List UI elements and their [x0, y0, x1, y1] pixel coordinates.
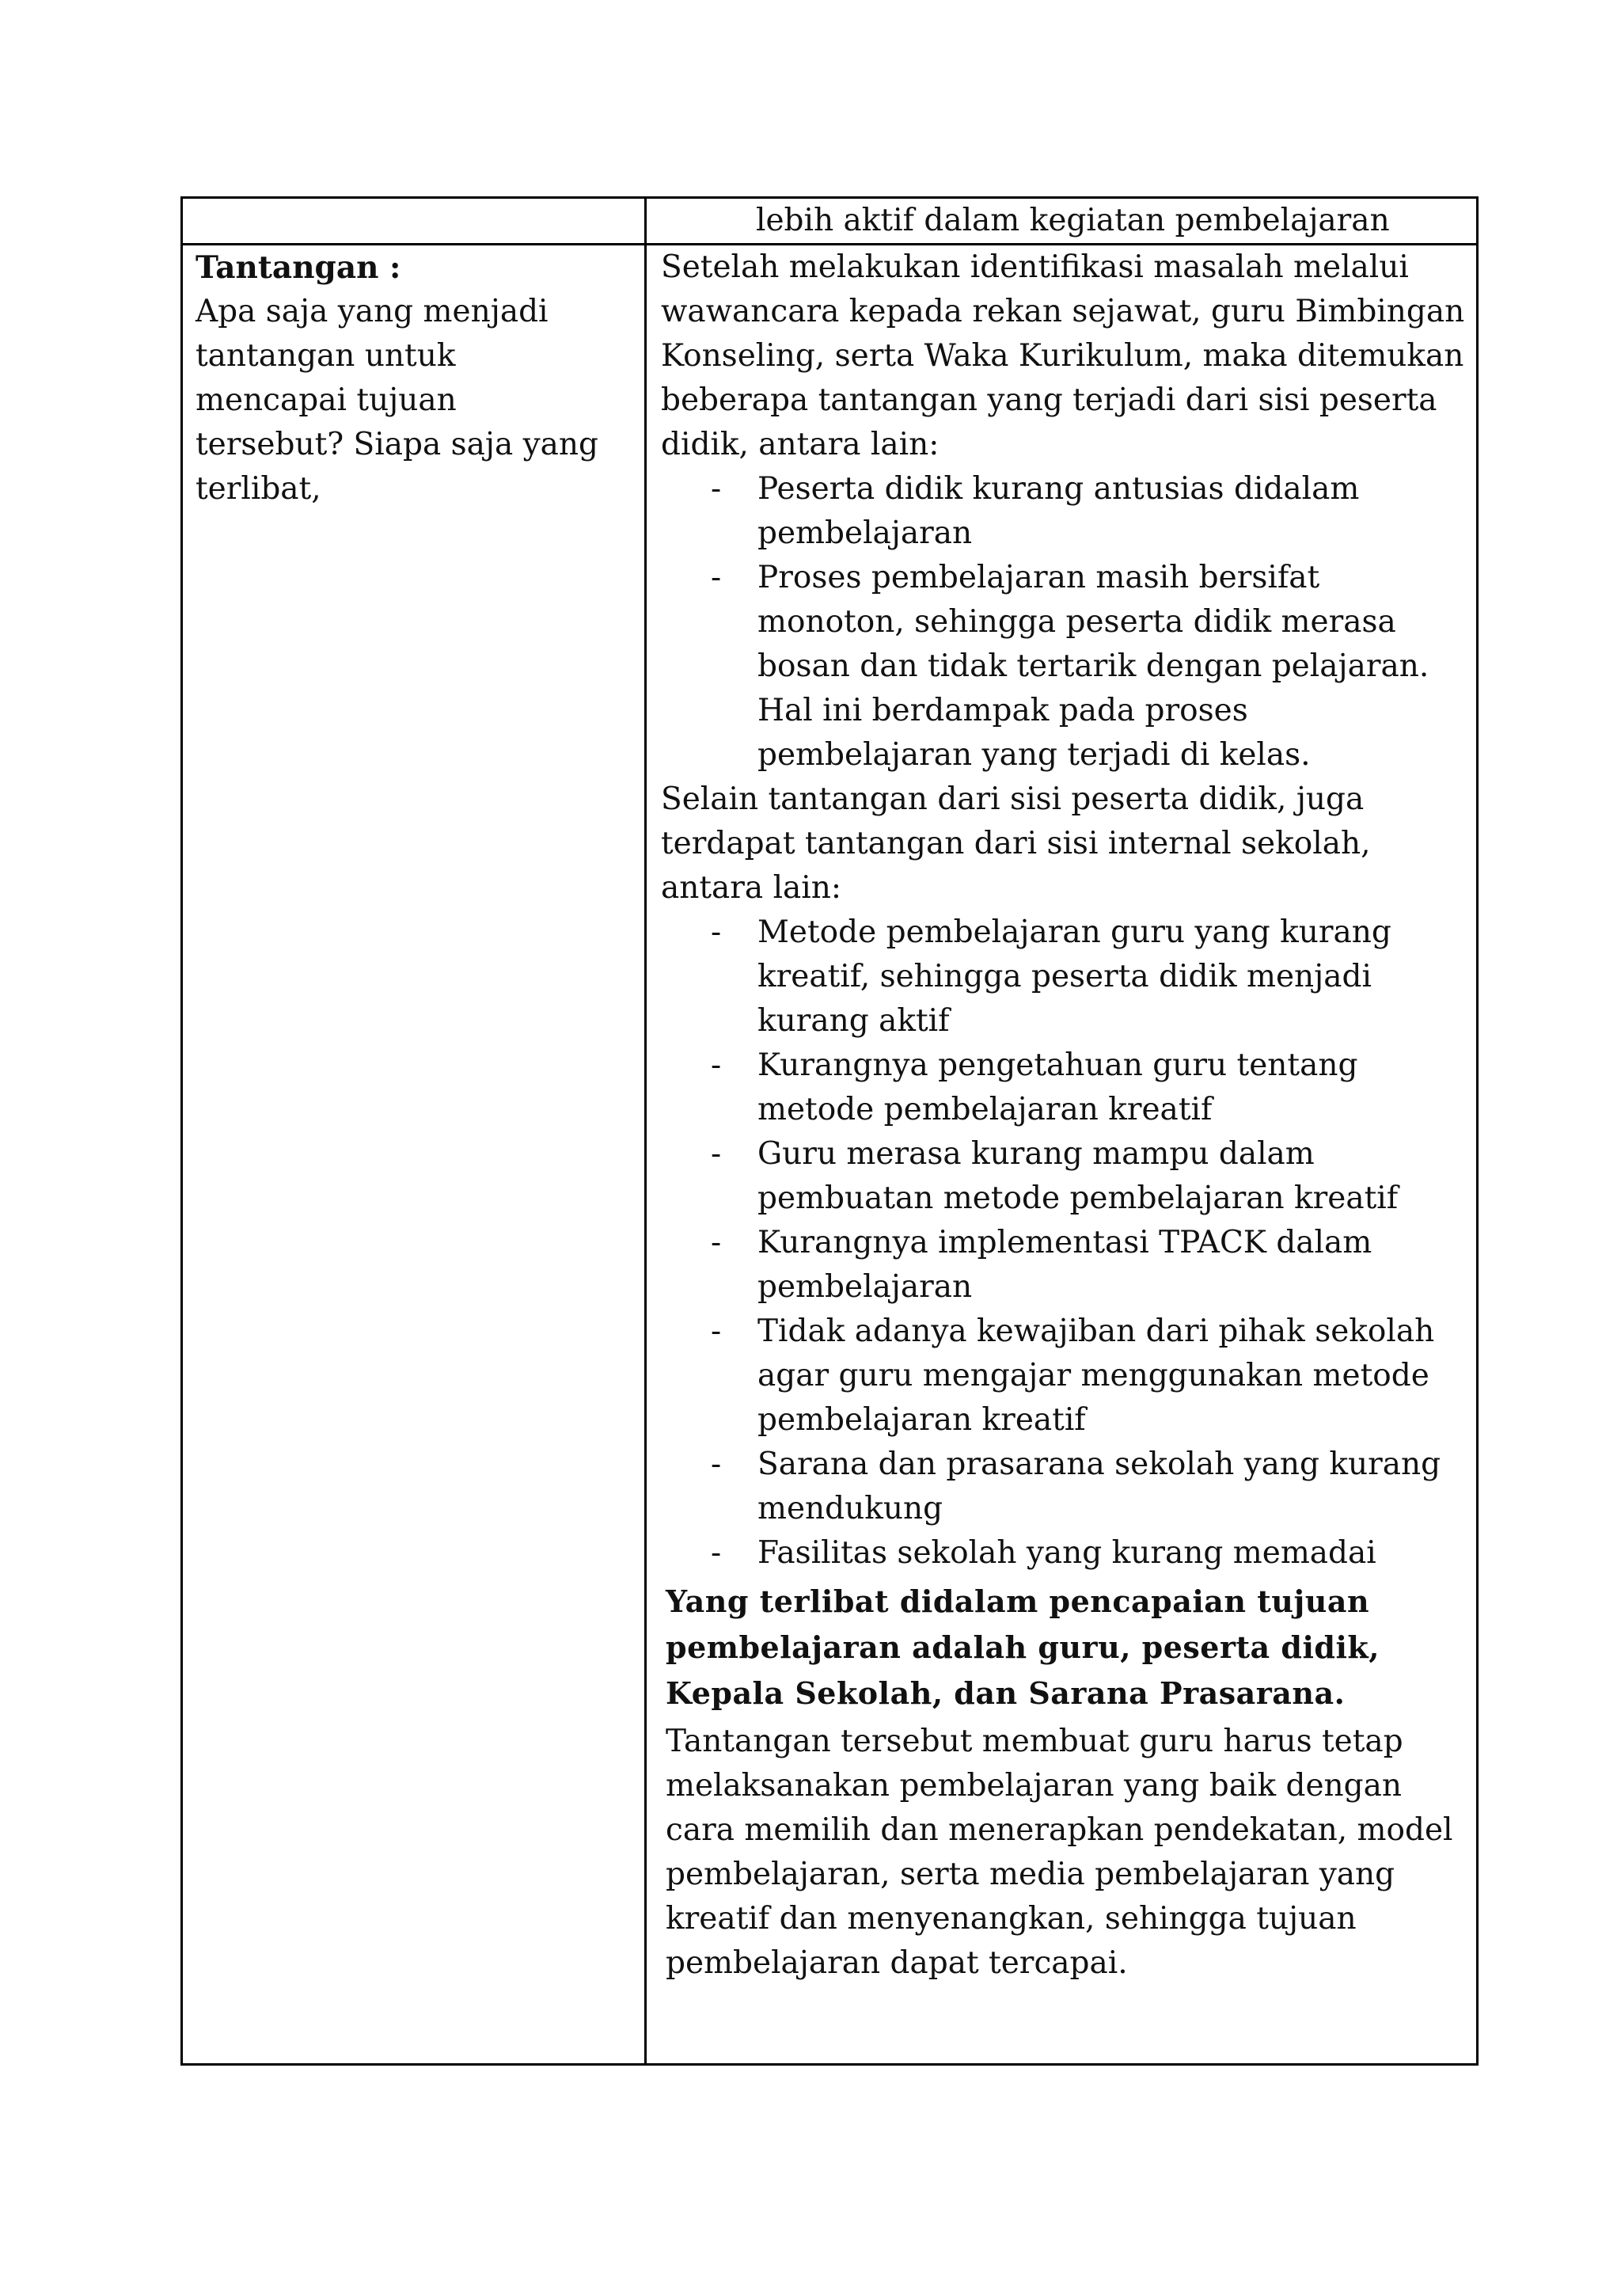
list-item: - Kurangnya pengetahuan guru tentang metode pembelajaran kreatif	[661, 1043, 1465, 1132]
question-line: Apa saja yang menjadi	[196, 294, 549, 329]
list-item: - Kurangnya implementasi TPACK dalam pembelajaran	[661, 1221, 1465, 1310]
list-item: - Fasilitas sekolah yang kurang memadai	[661, 1531, 1465, 1576]
top-left-cell	[182, 198, 646, 245]
question-line: tantangan untuk	[196, 338, 456, 374]
list-item: - Guru merasa kurang mampu dalam pembuatan metode pembelajaran kreatif	[661, 1132, 1465, 1221]
question-line: terlibat,	[196, 471, 321, 507]
dash-bullet: -	[711, 1535, 722, 1571]
challenge-label-cell	[182, 245, 646, 2065]
challenge-table	[180, 196, 1479, 2066]
internal-challenges-list	[661, 910, 1465, 1576]
dash-bullet: -	[711, 1047, 722, 1083]
continuation-text: lebih aktif dalam kegiatan pembelajaran	[756, 203, 1390, 238]
top-right-cell	[646, 198, 1478, 245]
student-challenges-list	[661, 467, 1465, 777]
challenge-label: Tantangan :	[196, 249, 401, 286]
list-item: - Sarana dan prasarana sekolah yang kurang mendukung	[661, 1443, 1465, 1531]
dash-bullet: -	[711, 560, 722, 595]
dash-bullet: -	[711, 1136, 722, 1172]
dash-bullet: -	[711, 1225, 722, 1260]
involved-parties-statement: Yang terlibat didalam pencapaian tujuan pembelajaran adalah guru, peserta didik, Kepala Sekolah, dan Sarana Prasarana.	[666, 1583, 1380, 1711]
dash-bullet: -	[711, 1313, 722, 1349]
question-line: mencapai tujuan	[196, 382, 457, 418]
list-item: - Proses pembelajaran masih bersifat monoton, sehingga peserta didik merasa bosan dan tidak tertarik dengan pelajaran. Hal ini berdampak pada proses pembelajaran yang terjadi di kelas.	[661, 556, 1465, 777]
intro-paragraph: Setelah melakukan identifikasi masalah melalui wawancara kepada rekan sejawat, guru Bimbingan Konseling, serta Waka Kurikulum, maka ditemukan beberapa tantangan yang terjadi dari sisi peserta didik, antara lain:	[661, 249, 1465, 462]
dash-bullet: -	[711, 914, 722, 950]
internal-intro-paragraph: Selain tantangan dari sisi peserta didik, juga terdapat tantangan dari sisi internal sekolah, antara lain:	[661, 781, 1371, 906]
list-item: - Metode pembelajaran guru yang kurang kreatif, sehingga peserta didik menjadi kurang aktif	[661, 910, 1465, 1043]
list-item: - Peserta didik kurang antusias didalam pembelajaran	[661, 467, 1465, 556]
table-row-challenge	[182, 245, 1478, 2065]
closing-paragraph: Tantangan tersebut membuat guru harus tetap melaksanakan pembelajaran yang baik dengan cara memilih dan menerapkan pendekatan, model pembelajaran, serta media pembelajaran yang kreatif dan menyenangkan, sehingga tujuan pembelajaran dapat tercapai.	[666, 1724, 1453, 1981]
challenge-content-cell	[646, 245, 1478, 2065]
list-item: - Tidak adanya kewajiban dari pihak sekolah agar guru mengajar menggunakan metode pembelajaran kreatif	[661, 1310, 1465, 1443]
dash-bullet: -	[711, 1446, 722, 1482]
table-row-continuation	[182, 198, 1478, 245]
dash-bullet: -	[711, 471, 722, 507]
question-line: tersebut? Siapa saja yang	[196, 427, 598, 462]
